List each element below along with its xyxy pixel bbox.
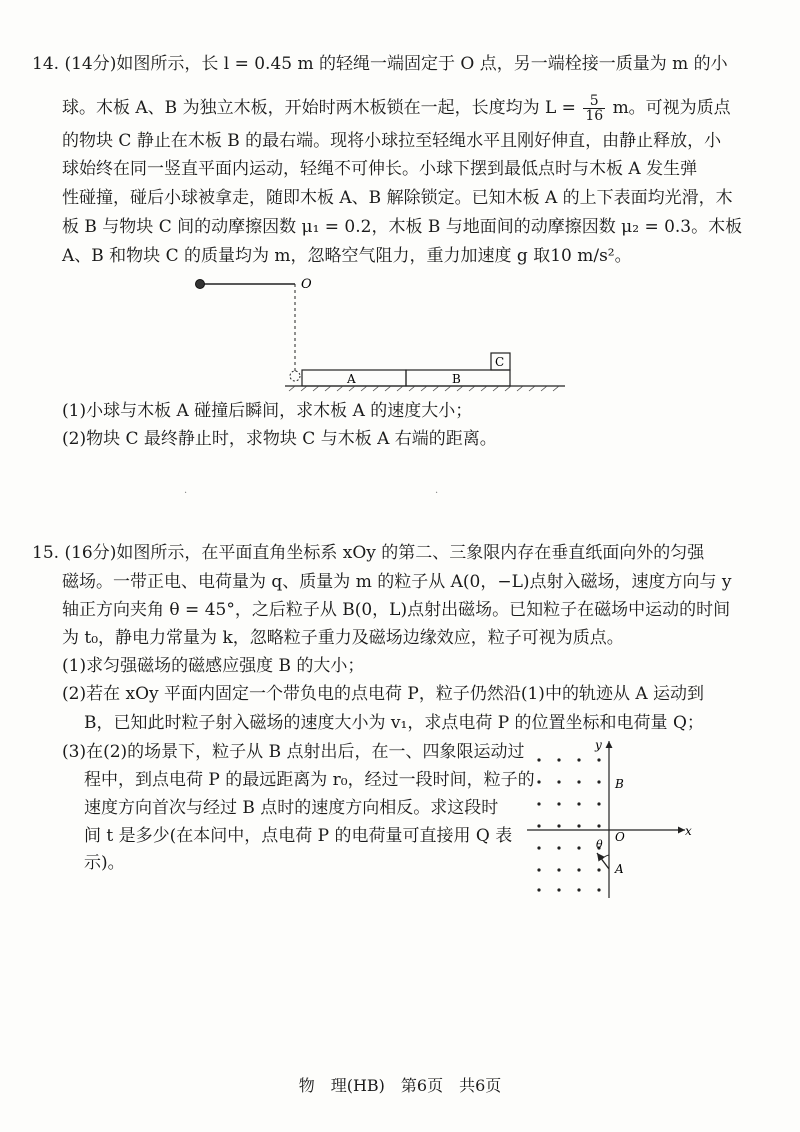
label-a: A [615,862,624,876]
label-a: A [347,372,356,386]
label-y: y [595,738,602,752]
q15-sub-3c: 速度方向首次与经过 B 点时的速度方向相反。求这段时 [84,798,499,818]
q15-figure [525,735,700,900]
q15-line-4: 为 t₀，静电力常量为 k，忽略粒子重力及磁场边缘效应，粒子可视为质点。 [62,628,624,648]
label-o: O [301,277,312,292]
q14-line-3: 的物块 C 静止在木板 B 的最右端。现将小球拉至轻绳水平且刚好伸直，由静止释放，小 [62,131,722,151]
q14-line-7: A、B 和物块 C 的质量均为 m，忽略空气阻力，重力加速度 g 取10 m/s²。 [62,246,632,266]
q15-line-1: 15. (16分)如图所示，在平面直角坐标系 xOy 的第二、三象限内存在垂直纸面向外的匀强 [32,543,705,563]
angle-arc [602,855,609,859]
label-b: B [615,777,624,791]
ground-hatching [289,386,559,391]
q14-sub-1: (1)小球与木板 A 碰撞后瞬间，求木板 A 的速度大小； [62,401,473,421]
q15-sub-2b: B，已知此时粒子射入磁场的速度大小为 v₁，求点电荷 P 的位置坐标和电荷量 Q； [84,713,704,733]
q14-figure [185,272,575,392]
q15-sub-3a: (3)在(2)的场景下，粒子从 B 点射出后，在一、四象限运动过 [62,742,525,762]
label-x: x [685,824,692,838]
magnetic-field-dots [537,758,600,891]
q14-line-2-post: m。可视为质点 [612,98,731,118]
q14-line-4: 球始终在同一竖直平面内运动，轻绳不可伸长。小球下摆到最低点时与木板 A 发生弹 [62,159,698,179]
q14-line-1: 14. (14分)如图所示，长 l = 0.45 m 的轻绳一端固定于 O 点，另一端栓接一质量为 m 的小 [32,54,728,74]
scan-speck: · [435,488,439,499]
q14-sub-2: (2)物块 C 最终静止时，求物块 C 与木板 A 右端的距离。 [62,429,497,449]
q15-sub-3e: 示)。 [84,853,125,873]
ball-lowest [290,371,300,381]
label-b: B [452,372,461,386]
q15-line-2: 磁场。一带正电、电荷量为 q、质量为 m 的粒子从 A(0，−L)点射入磁场，速度方向与 y [62,572,732,592]
length-fraction [583,94,605,123]
q15-sub-3d: 间 t 是多少(在本问中，点电荷 P 的电荷量可直接用 Q 表 [84,826,513,846]
label-c: C [495,355,505,369]
label-theta: θ [596,838,603,851]
q15-sub-1: (1)求匀强磁场的磁感应强度 B 的大小； [62,656,365,676]
q14-line-5: 性碰撞，碰后小球被拿走，随即木板 A、B 解除锁定。已知木板 A 的上下表面均光滑，木 [62,188,733,208]
q14-line-2 [62,94,731,123]
ball [196,280,205,289]
q15-sub-3b: 程中，到点电荷 P 的最远距离为 r₀，经过一段时间，粒子的 [84,770,535,790]
page-footer: 物 理(HB) 第6页 共6页 [298,1076,502,1095]
fraction-numerator: 5 [583,94,605,109]
q15-line-3: 轴正方向夹角 θ = 45°，之后粒子从 B(0，L)点射出磁场。已知粒子在磁场中运动的时间 [62,600,731,620]
label-o: O [615,830,625,844]
q15-sub-2a: (2)若在 xOy 平面内固定一个带负电的点电荷 P，粒子仍然沿(1)中的轨迹从 A 运动到 [62,684,705,704]
scan-speck: · [184,488,188,499]
fraction-denominator: 16 [585,108,604,124]
q14-line-6: 板 B 与物块 C 间的动摩擦因数 μ₁ = 0.2，木板 B 与地面间的动摩擦因数 μ₂ = 0.3。木板 [62,217,743,237]
q14-line-2-pre: 球。木板 A、B 为独立木板，开始时两木板锁在一起，长度均为 L = [62,98,576,118]
